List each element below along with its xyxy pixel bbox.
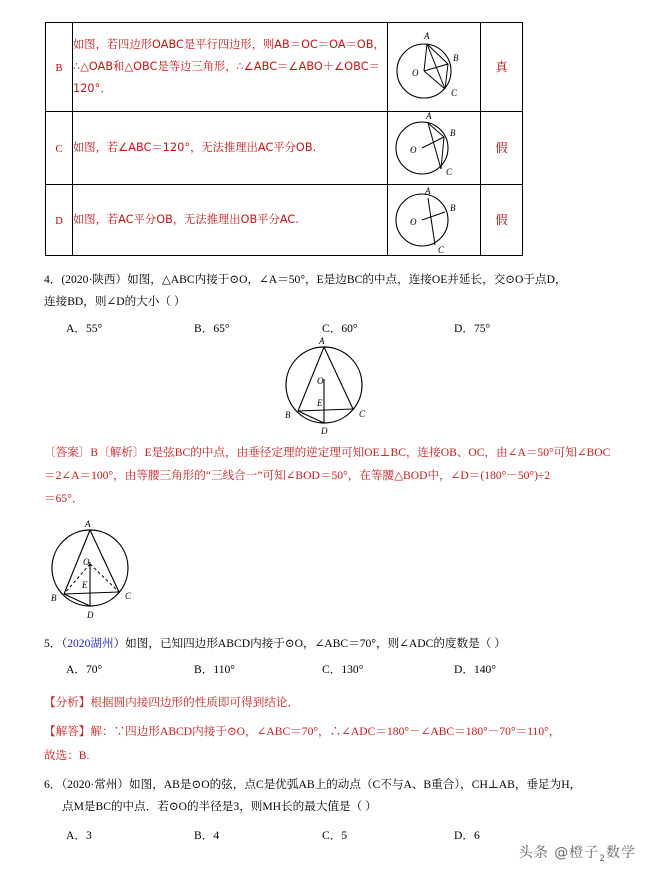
q5-solution-line2: 故选：B.: [44, 749, 90, 762]
option-letter: D: [55, 216, 63, 227]
row-answer-cell: [481, 185, 523, 256]
q6-choice-b[interactable]: B．4: [194, 829, 220, 842]
svg-text:B: B: [51, 593, 57, 603]
row-text-cell: [73, 23, 388, 112]
watermark-zi: 子: [584, 845, 600, 862]
svg-text:O: O: [83, 557, 90, 567]
svg-text:C: C: [446, 167, 453, 177]
svg-text:C: C: [438, 245, 445, 255]
q5-analysis-label: 【分析】: [44, 696, 91, 709]
q4-line2: 连接BD，则∠D的大小（ ）: [44, 295, 186, 308]
q5-analysis: [44, 693, 299, 714]
svg-text:E: E: [317, 398, 323, 408]
row-letter-cell: [46, 23, 73, 112]
q4-choice-d[interactable]: D．75°: [454, 322, 491, 335]
circle-triangle-abc-oed-dashed-figure: [28, 518, 160, 620]
q5-analysis-text: 根据圆内接四边形的性质即可得到结论．: [90, 696, 300, 709]
q5-solution: [44, 722, 560, 743]
q6-choice-d[interactable]: D．6: [454, 829, 480, 842]
circle-abc-120-figure: [388, 112, 470, 184]
svg-text:B: B: [450, 203, 456, 213]
svg-text:B: B: [285, 410, 291, 420]
option-letter: B: [55, 63, 63, 74]
svg-text:D: D: [321, 426, 328, 435]
q4-figure: [262, 335, 392, 435]
option-verdict: 真: [495, 60, 508, 74]
q4-choice-b[interactable]: B．65°: [194, 322, 230, 335]
svg-text:O: O: [317, 376, 324, 386]
q5-line1: [44, 634, 506, 655]
row-figure-cell: [388, 23, 481, 112]
svg-text:B: B: [450, 128, 456, 138]
circle-parallelogram-oabc-figure: [388, 23, 470, 111]
q5-source: 2020湖州: [67, 637, 114, 650]
svg-text:A: A: [85, 519, 91, 529]
row-figure-cell: [388, 185, 481, 256]
option-explanation: 如图，若AC平分OB，无法推理出OB平分AC.: [73, 213, 299, 227]
q5-solution-text: 解：∵四边形ABCD内接于⊙O，∠ABC＝70°，∴∠ADC＝180°－∠ABC＝180°－70°＝110°，: [90, 725, 561, 738]
q4-choice-a[interactable]: A．55°: [66, 322, 103, 335]
svg-text:C: C: [125, 591, 132, 601]
row-answer-cell: [481, 23, 523, 112]
row-text-cell: [73, 185, 388, 256]
svg-text:O: O: [412, 68, 419, 78]
row-letter-cell: [46, 112, 73, 185]
q5-choices: [44, 661, 604, 679]
q6-line2: 点M是BC的中点．若⊙O的半径是3，则MH长的最大值是（ ）: [62, 800, 377, 813]
option-explanation: 如图，若∠ABC＝120°，无法推理出AC平分OB.: [73, 141, 317, 155]
watermark-tail: 数学: [606, 845, 636, 862]
svg-text:A: A: [426, 112, 432, 121]
options-table: [45, 22, 523, 256]
q4-answer-line1: 〔答案〕B〔解析〕E是弦BC的中点，由垂径定理的逆定理可知OE⊥BC，连接OB、OC，由∠A＝50°可知∠BOC: [44, 446, 611, 459]
circle-triangle-abc-oed-figure: [262, 335, 392, 435]
svg-text:A: A: [424, 31, 430, 41]
row-text-cell: [73, 112, 388, 185]
q6-line1: 6．（2020·常州）如图，AB是⊙O的弦，点C是优弧AB上的动点（C不与A、B重合），CH⊥AB，垂足为H，: [44, 778, 582, 791]
q5-suffix: ）如图，已知四边形ABCD内接于⊙O，∠ABC＝70°，则∠ADC的度数是（ ）: [113, 637, 506, 650]
q4-choice-c[interactable]: C．60°: [322, 322, 358, 335]
option-explanation: 如图，若四边形OABC是平行四边形，则AB＝OC＝OA＝OB，∴△OAB和△OBC是等边三角形，∴∠ABC＝∠ABO＋∠OBC＝120°．: [73, 38, 385, 95]
q5-choice-d[interactable]: D．140°: [454, 663, 496, 676]
svg-text:D: D: [87, 610, 94, 620]
q5-choice-c[interactable]: C．130°: [322, 663, 364, 676]
svg-text:A: A: [425, 186, 431, 196]
q4-answer-line2: ＝2∠A＝100°，由等腰三角形的“三线合一”可知∠BOD＝50°，在等腰△BOD中，∠D＝(180°－50°)÷2: [44, 469, 551, 482]
q5-solution-label: 【解答】: [44, 725, 91, 738]
q4-answer-line3: ＝65°．: [44, 492, 84, 505]
row-figure-cell: [388, 112, 481, 185]
q4-answer-figure: [28, 518, 160, 620]
q5-choice-a[interactable]: A．70°: [66, 663, 103, 676]
svg-text:C: C: [359, 409, 366, 419]
q5-choice-b[interactable]: B．110°: [194, 663, 235, 676]
table-row: [46, 23, 523, 112]
row-answer-cell: [481, 112, 523, 185]
svg-text:C: C: [451, 88, 458, 98]
svg-text:A: A: [319, 336, 325, 346]
watermark-sub: 2: [599, 854, 606, 864]
svg-text:E: E: [82, 580, 88, 590]
option-verdict: 假: [495, 213, 508, 227]
row-letter-cell: [46, 185, 73, 256]
svg-text:B: B: [453, 53, 459, 63]
q6-choice-a[interactable]: A．3: [66, 829, 92, 842]
table-row: [46, 112, 523, 185]
table-row: [46, 185, 523, 256]
option-verdict: 假: [495, 141, 508, 155]
watermark-head: 头条 @橙: [518, 845, 585, 862]
q6-choice-c[interactable]: C．5: [322, 829, 348, 842]
option-letter: C: [55, 144, 63, 155]
svg-text:O: O: [410, 217, 417, 227]
q5-prefix: 5．（: [44, 637, 68, 650]
watermark: [519, 842, 636, 864]
circle-ac-bisects-ob-figure: [388, 185, 470, 255]
q4-line1: 4．(2020·陕西）如图，△ABC内接于⊙O，∠A＝50°，E是边BC的中点，连接OE并延长，交⊙O于点D，: [44, 273, 567, 286]
svg-text:O: O: [410, 145, 417, 155]
